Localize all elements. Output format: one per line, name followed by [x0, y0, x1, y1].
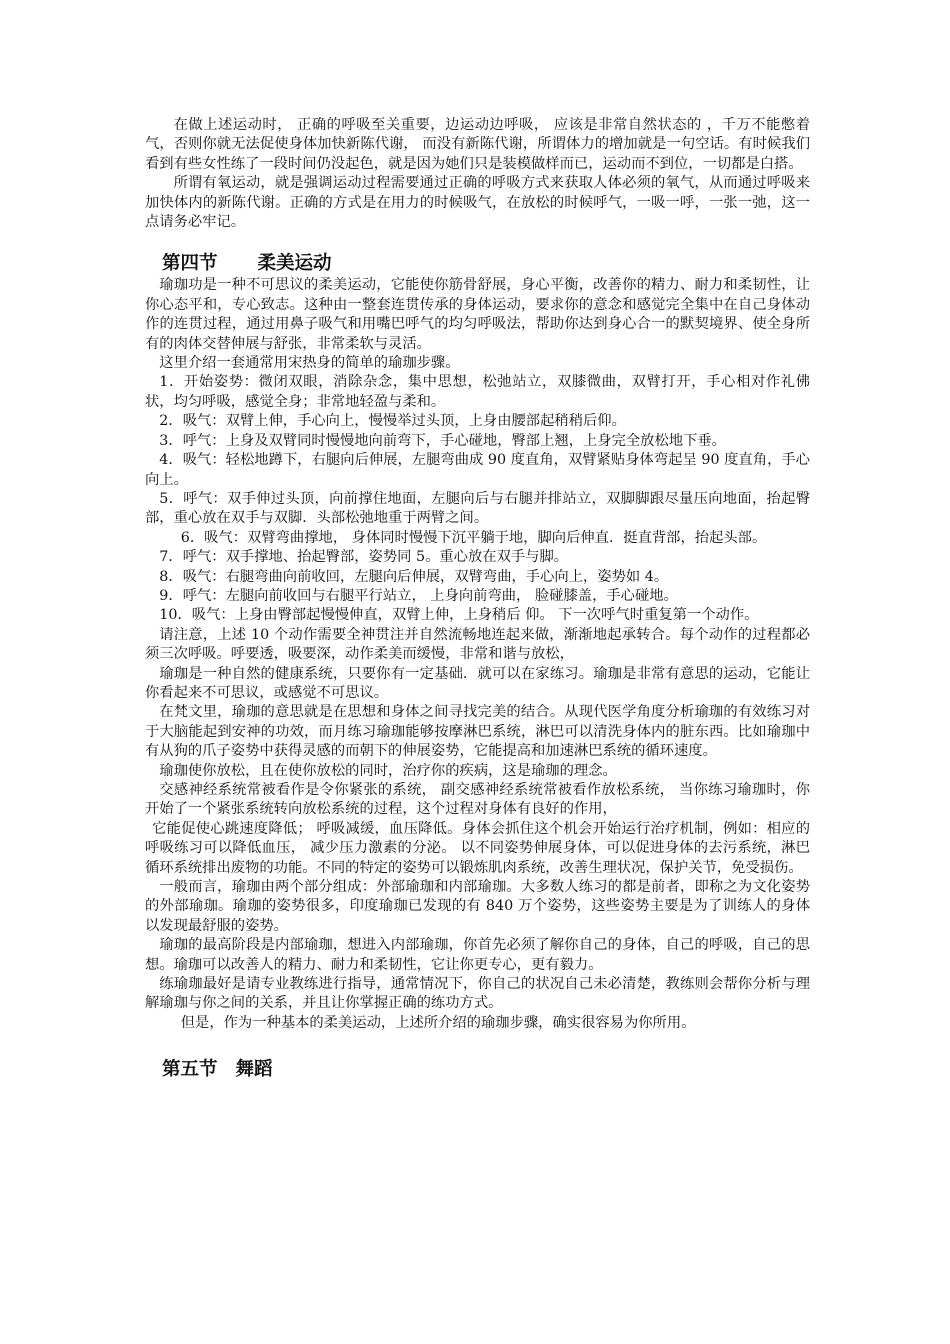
section-title: 柔美运动	[257, 253, 332, 275]
section-title: 舞蹈	[235, 1059, 273, 1081]
step-item: 4．吸气：轻松地蹲下，右腿向后伸展，左腿弯曲成 90 度直角，双臂紧贴身体弯起呈 90 度直角，手心向上。	[145, 452, 810, 488]
section-number: 第五节	[162, 1059, 218, 1081]
step-item: 6．吸气：双臂弯曲撑地， 身体同时慢慢下沉平躺于地，脚向后伸直．挺直背部，抬起头部。	[180, 529, 767, 546]
paragraph: 请注意，上述 10 个动作需要全神贯注并自然流畅地连起来做，渐渐地起承转合。每个动作的过程都必须三次呼吸。呼要透，吸要深，动作柔美而缓慢，非常和谐与放松，	[145, 626, 810, 663]
paragraph: 一般而言，瑜珈由两个部分组成：外部瑜珈和内部瑜珈。大多数人练习的都是前者，即称之为文化姿势的外部瑜珈。瑜珈的姿势很多，印度瑜珈已发现的有 840 万个姿势，这些姿势主要是为了训练人的身体以发现最舒服的姿势。	[145, 879, 810, 934]
paragraph: 练瑜珈最好是请专业教练进行指导，通常情况下，你自己的状况自己未必清楚，教练则会帮你分析与理解瑜珈与你之间的关系，并且让你掌握正确的练功方式。	[145, 976, 810, 1012]
document-page	[145, 116, 810, 1082]
step-item: 9．呼气：左腿向前收回与右腿平行站立， 上身向前弯曲， 脸碰膝盖，手心碰地。	[159, 587, 678, 604]
step-item: 5．呼气：双手伸过头顶，向前撑住地面，左腿向后与右腿并排站立，双脚脚跟尽量压向地面，抬起臀部，重心放在双手与双脚．头部松弛地重于两臂之间。	[145, 490, 810, 527]
section-heading-5	[145, 1058, 810, 1082]
section-number: 第四节	[162, 253, 218, 275]
paragraph: 瑜珈是一种自然的健康系统，只要你有一定基础．就可以在家练习。瑜珈是非常有意思的运动，它能让你看起来不可思议，或感觉不可思议。	[145, 665, 810, 701]
paragraph: 所谓有氧运动，就是强调运动过程需要通过正确的呼吸方式来获取人体必须的氧气，从而通过呼吸来加快体内的新陈代谢。正确的方式是在用力的时候吸气，在放松的时候呼气，一吸一呼，一张一弛，这一点请务必牢记。	[145, 175, 810, 231]
paragraph: 在梵文里，瑜珈的意思就是在思想和身体之间寻找完美的结合。从现代医学角度分析瑜珈的有效练习对于大脑能起到安神的功效，而月练习瑜珈能够按摩淋巴系统，淋巴可以清洗身体内的脏东西。比如瑜珈中有从狗的爪子姿势中获得灵感的而朝下的伸展姿势，它能提高和加速淋巴系统的循环速度。	[145, 704, 810, 760]
paragraph: 瑜珈功是一种不可思议的柔美运动，它能使你筋骨舒展，身心平衡，改善你的精力、耐力和柔韧性，让你心态平和，专心致志。这种由一整套连贯传承的身体运动，要求你的意念和感觉完全集中在自己身体动作的连贯过程，通过用鼻子吸气和用嘴巴呼气的均匀呼吸法，帮助你达到身心合一的默契境界、使全身所有的肉体交替伸展与舒张，非常柔软与灵活。	[145, 277, 810, 352]
section-heading-4	[145, 252, 810, 276]
step-item: 8．吸气：右腿弯曲向前收回，左腿向后伸展，双臂弯曲，手心向上，姿势如 4。	[159, 568, 669, 585]
step-item: 7．呼气：双手撑地、抬起臀部，姿势同 5。重心放在双手与脚。	[159, 549, 569, 566]
paragraph: 在做上述运动时， 正确的呼吸至关重要，边运动边呼吸， 应该是非常自然状态的 ，千万不能憋着气，否则你就无法促使身体加快新陈代谢， 而没有新陈代谢，所谓体力的增加就是一句空话。有时候我们看到有些女性练了一段时间仍没起色，就是因为她们只是装模做样而已，运动而不到位，一切都是白搭。	[145, 117, 810, 172]
paragraph: 瑜珈使你放松，且在使你放松的同时，治疗你的疾病，这是瑜珈的理念。	[159, 762, 617, 779]
step-item: 10．吸气：上身由臀部起慢慢伸直，双臂上伸，上身稍后 仰。 下一次呼气时重复第一个动作。	[159, 607, 759, 624]
step-item: 1．开始姿势：微闭双眼，消除杂念，集中思想，松弛站立，双膝微曲，双臂打开，手心相对作礼佛状，均匀呼吸，感觉全身；非常地轻盈与柔和。	[145, 374, 810, 410]
paragraph: 瑜珈的最高阶段是内部瑜珈，想进入内部瑜珈，你首先必须了解你自己的身体，自己的呼吸，自己的思想。瑜珈可以改善人的精力、耐力和柔韧性，它让你更专心，更有毅力。	[145, 937, 810, 973]
step-item: 2．吸气：双臂上伸，手心向上，慢慢举过头顶，上身由腰部起稍稍后仰。	[159, 413, 626, 430]
paragraph: 这里介绍一套通常用宋热身的简单的瑜珈步骤。	[159, 355, 460, 372]
paragraph: 但是，作为一种基本的柔美运动，上述所介绍的瑜珈步骤，确实很容易为你所用。	[180, 1014, 696, 1031]
paragraph: 它能促使心跳速度降低； 呼吸减缓，血压降低。身体会抓住这个机会开始运行治疗机制，例如：相应的呼吸练习可以降低血压， 减少压力激素的分泌。 以不同姿势伸展身体，可以促进身体的去污系统，淋巴循环系统排出废物的功能。不同的特定的姿势可以锻炼肌肉系统，改善生理状况，保护关节，免受损伤。	[145, 820, 810, 876]
step-item: 3．呼气：上身及双臂同时慢慢地向前弯下，手心碰地，臀部上翘，上身完全放松地下垂。	[159, 432, 726, 449]
paragraph: 交感神经系统常被看作是令你紧张的系统， 副交感神经系统常被看作放松系统， 当你练习瑜珈时，你开始了一个紧张系统转向放松系统的过程，这个过程对身体有良好的作用，	[145, 782, 810, 818]
